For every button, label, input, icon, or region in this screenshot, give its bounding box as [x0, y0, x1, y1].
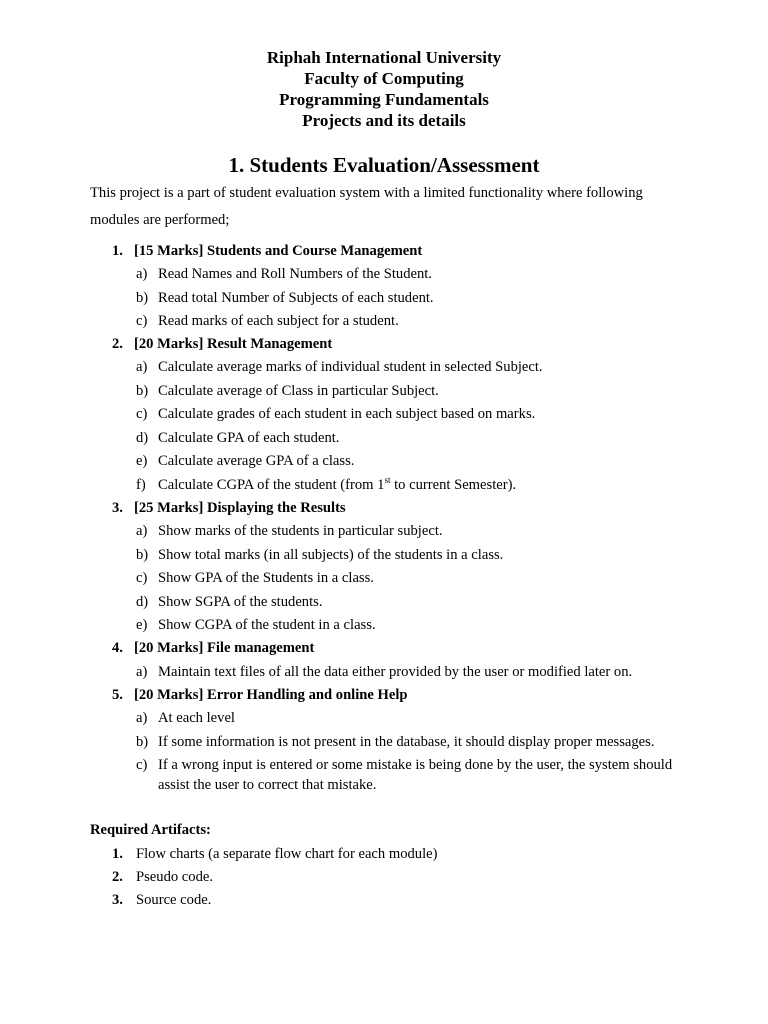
item-text: Show total marks (in all subjects) of the students in a class. [158, 547, 504, 563]
item-text-pre: Calculate CGPA of the student (from 1 [158, 477, 385, 493]
item-text: Calculate average of Class in particular Subject. [158, 383, 439, 399]
item-text: Read marks of each subject for a student. [158, 313, 399, 329]
item-letter: a) [136, 359, 148, 375]
artifact-text: Flow charts (a separate flow chart for each module) [136, 846, 438, 862]
university-name: Riphah International University [266, 48, 502, 67]
faculty-name: Faculty of Computing [304, 69, 464, 88]
item-text: Read total Number of Subjects of each student. [158, 290, 434, 306]
item-text-post: to current Semester). [390, 477, 517, 493]
item-letter: a) [136, 523, 148, 539]
artifacts-heading: Required Artifacts: [90, 822, 211, 838]
project-title: 1. Students Evaluation/Assessment [228, 153, 540, 177]
item-letter: d) [136, 430, 149, 446]
artifact-number: 2. [112, 869, 123, 885]
item-text: Show GPA of the Students in a class. [158, 570, 374, 586]
item-letter: d) [136, 594, 149, 610]
section-title: [20 Marks] Error Handling and online Help [134, 687, 408, 703]
item-letter: b) [136, 547, 149, 563]
item-text: Calculate average GPA of a class. [158, 453, 355, 469]
item-letter: c) [136, 570, 148, 586]
item-text: Show CGPA of the student in a class. [158, 617, 376, 633]
item-letter: e) [136, 617, 148, 633]
artifact-number: 3. [112, 892, 123, 908]
artifact-text: Pseudo code. [136, 869, 214, 885]
item-letter: c) [136, 406, 148, 422]
section-number: 4. [112, 640, 123, 656]
item-text: Maintain text files of all the data either provided by the user or modified later on. [158, 664, 633, 680]
document-subtitle: Projects and its details [302, 111, 466, 130]
item-text: Calculate grades of each student in each subject based on marks. [158, 406, 536, 422]
item-letter: a) [136, 710, 148, 726]
document-header [0, 47, 768, 131]
item-text: Show SGPA of the students. [158, 594, 323, 610]
item-text: Show marks of the students in particular subject. [158, 523, 443, 539]
item-letter: f) [136, 477, 146, 493]
section-title: [20 Marks] Result Management [134, 336, 333, 352]
item-text: At each level [158, 710, 235, 726]
section-number: 3. [112, 500, 123, 516]
section-title: [25 Marks] Displaying the Results [134, 500, 346, 516]
course-name: Programming Fundamentals [279, 90, 489, 109]
section-title: [15 Marks] Students and Course Management [134, 243, 423, 259]
section-number: 2. [112, 336, 123, 352]
item-text: If some information is not present in the database, it should display proper messages. [158, 734, 655, 750]
intro-paragraph: This project is a part of student evaluation system with a limited functionality where following modules are performed; [90, 185, 643, 228]
section-number: 1. [112, 243, 123, 259]
item-letter: a) [136, 664, 148, 680]
section-number: 5. [112, 687, 123, 703]
item-letter: c) [136, 313, 148, 329]
item-text: Calculate GPA of each student. [158, 430, 340, 446]
item-text: Calculate average marks of individual student in selected Subject. [158, 359, 543, 375]
superscript: st [384, 475, 391, 486]
item-text: Read Names and Roll Numbers of the Student. [158, 266, 432, 282]
item-letter: a) [136, 266, 148, 282]
section-title: [20 Marks] File management [134, 640, 315, 656]
item-letter: e) [136, 453, 148, 469]
item-text: If a wrong input is entered or some mistake is being done by the user, the system should assist the user to correct that mistake. [158, 757, 673, 793]
item-letter: b) [136, 290, 149, 306]
artifact-text: Source code. [136, 892, 212, 908]
item-letter: b) [136, 383, 149, 399]
item-letter: c) [136, 757, 148, 773]
item-letter: b) [136, 734, 149, 750]
artifact-number: 1. [112, 846, 123, 862]
item-text [158, 475, 688, 495]
